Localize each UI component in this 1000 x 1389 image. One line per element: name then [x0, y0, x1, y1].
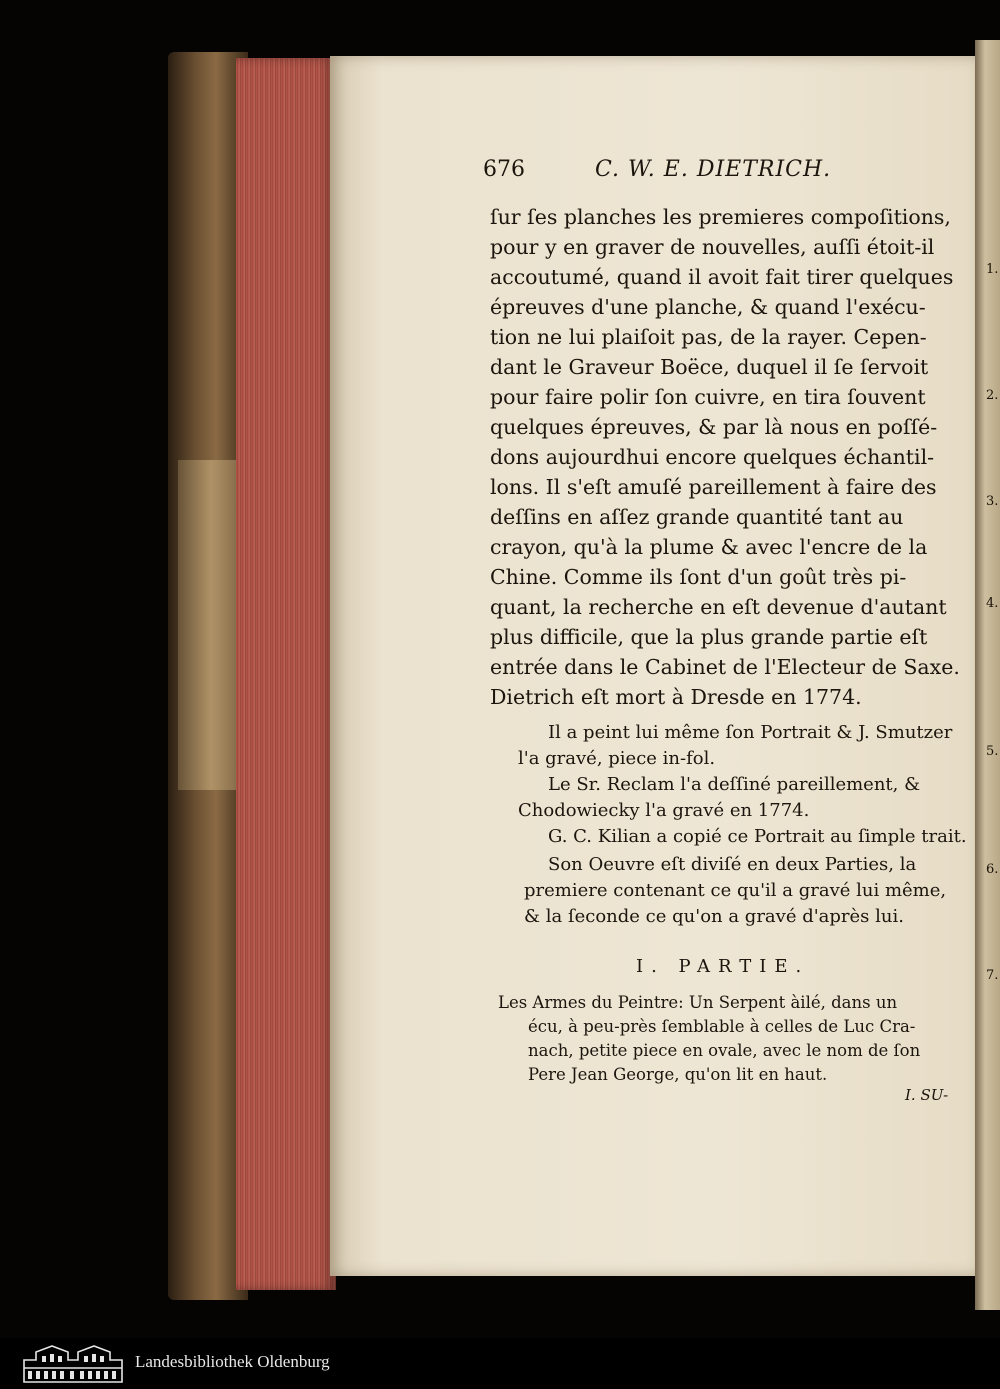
body-line: plus difficile, que la plus grande partie eſt	[490, 625, 928, 649]
catchword: I. SU-	[905, 1086, 949, 1104]
body-line: entrée dans le Cabinet de l'Electeur de Saxe.	[490, 655, 960, 679]
paragraph-line: Il a peint lui même ſon Portrait & J. Smutzer	[548, 722, 953, 743]
margin-mark: 1.	[986, 262, 999, 277]
body-line: dons aujourdhui encore quelques échantil-	[490, 445, 935, 469]
margin-mark: 6.	[986, 862, 999, 877]
paragraph-line: G. C. Kilian a copié ce Portrait au ſimple trait.	[548, 826, 967, 847]
body-line: Dietrich eſt mort à Dresde en 1774.	[490, 685, 862, 709]
margin-mark: 3.	[986, 494, 999, 509]
paragraph-line: Son Oeuvre eſt diviſé en deux Parties, la	[548, 854, 917, 875]
margin-mark: 7.	[986, 968, 999, 983]
body-line: dant le Graveur Boëce, duquel il ſe ſervoit	[490, 355, 929, 379]
page-edges	[236, 58, 336, 1290]
paragraph-line: & la ſeconde ce qu'on a gravé d'après lui.	[524, 906, 904, 927]
page-number: 676	[483, 157, 525, 182]
paragraph-line: Le Sr. Reclam l'a deſſiné pareillement, &	[548, 774, 921, 795]
library-name: Landesbibliothek Oldenburg	[135, 1352, 330, 1371]
running-head	[483, 155, 953, 189]
body-line: ſur ſes planches les premieres compoſitions,	[490, 205, 951, 229]
section-heading: I. PARTIE.	[636, 956, 810, 977]
body-line: crayon, qu'à la plume & avec l'encre de la	[490, 535, 928, 559]
paragraph-line: l'a gravé, piece in-fol.	[518, 748, 716, 769]
margin-mark: 5.	[986, 744, 999, 759]
footer-bar	[0, 1338, 1000, 1389]
body-line: Chine. Comme ils ſont d'un goût très pi-	[490, 565, 907, 589]
running-title: C. W. E. DIETRICH.	[595, 157, 832, 182]
facing-page-edge	[975, 40, 1000, 1310]
entry-line: Les Armes du Peintre: Un Serpent àilé, dans un	[498, 993, 898, 1012]
paragraph-line: premiere contenant ce qu'il a gravé lui même,	[524, 880, 947, 901]
margin-mark: 4.	[986, 596, 999, 611]
body-line: quelques épreuves, & par là nous en poſſé-	[490, 415, 938, 439]
margin-mark: 2.	[986, 388, 999, 403]
entry-line: Pere Jean George, qu'on lit en haut.	[528, 1065, 828, 1084]
paragraph-line: Chodowiecky l'a gravé en 1774.	[518, 800, 810, 821]
entry-line: nach, petite piece en ovale, avec le nom de ſon	[528, 1041, 921, 1060]
body-line: tion ne lui plaiſoit pas, de la rayer. Cepen-	[490, 325, 927, 349]
body-line: lons. Il s'eſt amuſé pareillement à faire des	[490, 475, 937, 499]
body-line: pour y en graver de nouvelles, auſſi étoit-il	[490, 235, 935, 259]
body-line: quant, la recherche en eſt devenue d'autant	[490, 595, 947, 619]
body-line: pour faire polir ſon cuivre, en tira ſouvent	[490, 385, 926, 409]
body-line: épreuves d'une planche, & quand l'exécu-	[490, 295, 926, 319]
body-line: deſſins en aſſez grande quantité tant au	[490, 505, 904, 529]
library-building-logo-icon	[22, 1342, 124, 1384]
entry-line: écu, à peu-près ſemblable à celles de Luc Cra-	[528, 1017, 916, 1036]
cover-label-patch	[178, 460, 238, 790]
body-line: accoutumé, quand il avoit fait tirer quelques	[490, 265, 954, 289]
